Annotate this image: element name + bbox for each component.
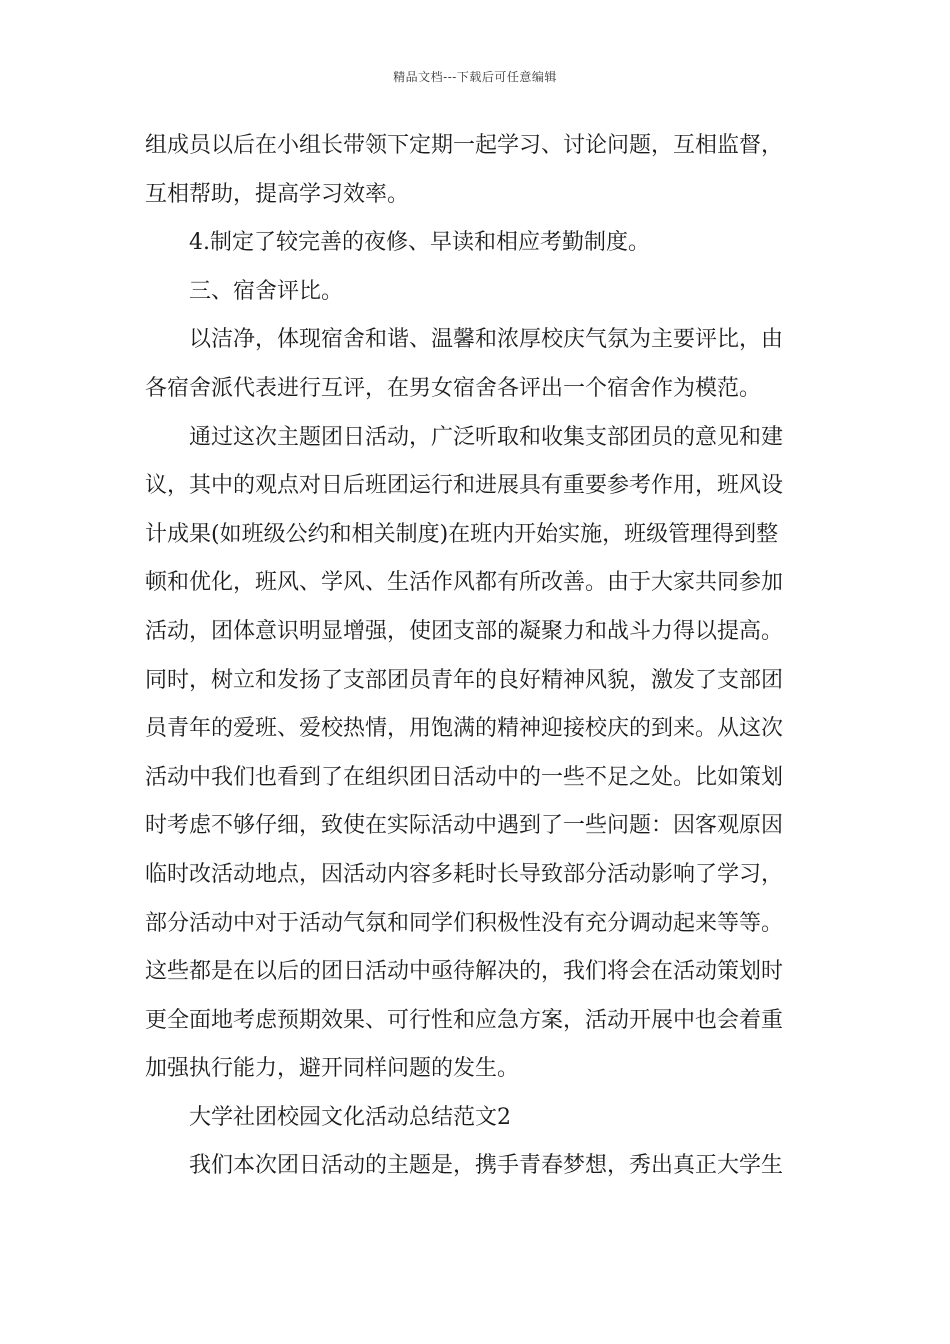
text-line: 以洁净，体现宿舍和谐、温馨和浓厚校庆气氛为主要评比，由: [189, 327, 784, 353]
text-line: 大学社团校园文化活动总结范文2: [189, 1104, 511, 1130]
text-line: 同时，树立和发扬了支部团员青年的良好精神风貌，激发了支部团: [145, 667, 784, 693]
text-line: 更全面地考虑预期效果、可行性和应急方案，活动开展中也会着重: [145, 1007, 784, 1033]
text-line: 活动，团体意识明显增强，使团支部的凝聚力和战斗力得以提高。: [145, 618, 784, 644]
text-line: 三、宿舍评比。: [189, 278, 344, 304]
text-line: 组成员以后在小组长带领下定期一起学习、讨论问题，互相监督，: [145, 133, 784, 158]
text-line: 议，其中的观点对日后班团运行和进展具有重要参考作用，班风设: [145, 473, 784, 499]
document-body: [145, 122, 810, 1191]
text-line: 临时改活动地点，因活动内容多耗时长导致部分活动影响了学习，: [145, 861, 784, 887]
text-line: 通过这次主题团日活动，广泛听取和收集支部团员的意见和建: [189, 424, 784, 450]
text-line: 顿和优化，班风、学风、生活作风都有所改善。由于大家共同参加: [145, 570, 784, 596]
text-line: 我们本次团日活动的主题是，携手青春梦想，秀出真正大学生: [189, 1153, 784, 1179]
text-line: 计成果(如班级公约和相关制度)在班内开始实施，班级管理得到整: [145, 521, 779, 547]
text-line: 4.制定了较完善的夜修、早读和相应考勤制度。: [189, 230, 650, 256]
text-line: 互相帮助，提高学习效率。: [145, 181, 410, 207]
text-line: 各宿舍派代表进行互评，在男女宿舍各评出一个宿舍作为模范。: [145, 375, 762, 401]
text-line: 员青年的爱班、爱校热情，用饱满的精神迎接校庆的到来。从这次: [145, 716, 784, 742]
page-header: 精品文档---下载后可任意编辑: [393, 70, 557, 84]
text-line: 部分活动中对于活动气氛和同学们积极性没有充分调动起来等等。: [145, 910, 784, 936]
text-line: 活动中我们也看到了在组织团日活动中的一些不足之处。比如策划: [145, 764, 784, 790]
text-line: 这些都是在以后的团日活动中亟待解决的，我们将会在活动策划时: [145, 959, 784, 985]
text-line: 时考虑不够仔细，致使在实际活动中遇到了一些问题：因客观原因: [145, 813, 784, 839]
text-line: 加强执行能力，避开同样问题的发生。: [145, 1056, 520, 1082]
